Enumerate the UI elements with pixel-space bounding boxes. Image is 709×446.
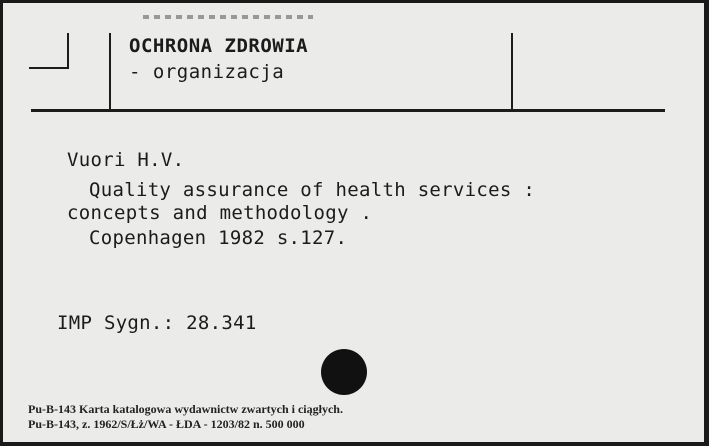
faded-top-marking: [143, 15, 313, 19]
catalog-card: [3, 3, 704, 442]
call-number: IMP Sygn.: 28.341: [57, 312, 257, 334]
corner-box: [29, 33, 69, 69]
header-rule: [31, 109, 665, 112]
left-column-rule: [109, 33, 111, 111]
subject-heading: OCHRONA ZDROWIA: [129, 35, 309, 57]
author: Vuori H.V.: [67, 149, 185, 171]
subject-subheading: - organizacja: [129, 61, 285, 83]
footer-line-1: Pu-B-143 Karta katalogowa wydawnictw zwartych i ciągłych.: [28, 402, 343, 416]
footer-line-2: Pu-B-143, z. 1962/S/Łż/WA - ŁDA - 1203/82 n. 500 000: [28, 417, 305, 431]
punch-hole: [321, 349, 367, 395]
imprint: Copenhagen 1982 s.127.: [89, 227, 348, 249]
right-column-rule: [511, 33, 513, 111]
title-line-2: concepts and methodology .: [67, 202, 373, 224]
title-line-1: Quality assurance of health services :: [89, 179, 536, 201]
